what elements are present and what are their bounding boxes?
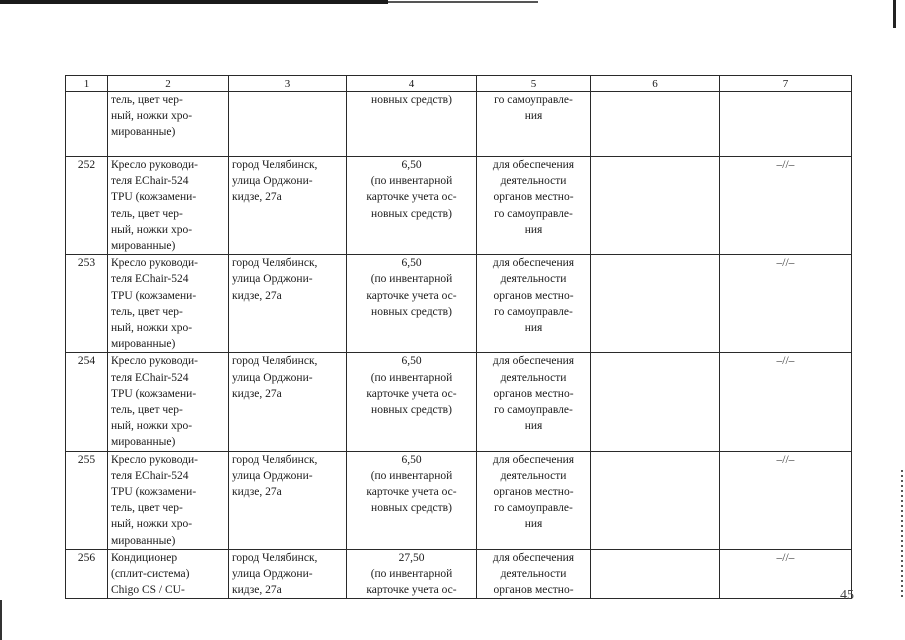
name-cell-line: TPU (кожзамени- (111, 191, 197, 204)
address-cell (229, 549, 347, 599)
name-cell-line: Кресло руководи- (111, 159, 198, 171)
address-cell-line: улица Орджони- (232, 568, 313, 581)
address-cell-line: кидзе, 27а (232, 486, 282, 499)
address-cell-line: кидзе, 27а (232, 387, 282, 400)
name-cell-line: мированные) (111, 338, 176, 351)
purpose-cell-line: деятельности (500, 273, 567, 286)
address-cell-line: город Челябинск, (232, 453, 318, 466)
num-cell: 256 (66, 549, 108, 599)
col6-cell (591, 353, 720, 451)
name-cell-line: мированные) (111, 534, 176, 547)
address-cell (229, 451, 347, 549)
name-cell-line: ный, ножки хро- (111, 322, 193, 335)
table-row (66, 549, 852, 599)
name-cell-line: (сплит-система) (111, 568, 190, 581)
name-cell-line: Кресло руководи- (111, 453, 198, 466)
address-cell-line: кидзе, 27а (232, 191, 282, 204)
cost-cell-line: новных средств) (371, 404, 452, 417)
cost-cell-line: (по инвентарной (370, 469, 453, 482)
cost-cell-line: (по инвентарной (370, 273, 453, 286)
name-cell (108, 549, 229, 599)
continuation-row (66, 92, 852, 157)
name-cell-line: Chigo CS / CU- (111, 584, 185, 597)
cost-cell: новных средств) (347, 92, 477, 157)
name-cell-line: теля EChair-524 (111, 469, 189, 482)
col7-cell (720, 92, 852, 157)
name-cell (108, 451, 229, 549)
col7-cell (720, 353, 852, 451)
cost-cell (347, 451, 477, 549)
header-cell: 2 (108, 76, 229, 92)
col6-cell (591, 451, 720, 549)
cost-cell-line: 6,50 (401, 355, 422, 368)
address-cell-line: улица Орджони- (232, 371, 313, 384)
name-cell (108, 353, 229, 451)
name-cell-line: тель, цвет чер- (111, 404, 183, 417)
purpose-cell-line: для обеспечения (492, 355, 575, 368)
name-cell-line: ный, ножки хро- (111, 518, 193, 531)
col7-cell (720, 157, 852, 255)
purpose-cell-line: го самоуправле- (494, 404, 573, 417)
scan-right-edge-mark (893, 0, 896, 28)
name-cell-line: TPU (кожзамени- (111, 289, 197, 302)
name-cell-line: теля EChair-524 (111, 175, 189, 188)
ditto-mark: –//– (776, 551, 795, 564)
table-row (66, 353, 852, 451)
table-row (66, 157, 852, 255)
address-cell-line: город Челябинск, (232, 257, 318, 270)
scan-top-edge-thin (388, 1, 538, 3)
scan-right-edge-dots (901, 470, 903, 600)
header-cell: 4 (347, 76, 477, 92)
ditto-mark: –//– (776, 159, 795, 171)
page-number: 45 (840, 588, 854, 603)
purpose-cell-line: деятельности (500, 469, 567, 482)
purpose-cell-line: органов местно- (493, 486, 574, 499)
purpose-cell (477, 157, 591, 255)
cost-cell-line: (по инвентарной (370, 175, 453, 188)
purpose-cell (477, 549, 591, 599)
name-cell-line: мированные) (111, 240, 176, 253)
cost-cell-line: карточке учета ос- (366, 387, 457, 400)
name-cell-line: ный, ножки хро- (111, 223, 193, 236)
name-cell-line: TPU (кожзамени- (111, 387, 197, 400)
address-cell (229, 157, 347, 255)
purpose-cell-line: для обеспечения (492, 257, 575, 270)
purpose-cell-line: ния (524, 420, 543, 433)
num-cell: 255 (66, 451, 108, 549)
col6-cell (591, 255, 720, 353)
scan-left-edge-mark (0, 600, 2, 640)
name-cell-line: мированные) (111, 436, 176, 449)
scan-top-edge (0, 0, 388, 4)
cost-cell-line: 27,50 (398, 551, 425, 564)
col7-cell (720, 451, 852, 549)
purpose-cell-line: органов местно- (493, 387, 574, 400)
num-cell (66, 92, 108, 157)
address-cell-line: улица Орджони- (232, 175, 313, 188)
col6-cell (591, 549, 720, 599)
address-cell-line: город Челябинск, (232, 355, 318, 368)
cost-cell (347, 255, 477, 353)
purpose-cell (477, 451, 591, 549)
purpose-cell-line: го самоуправле- (494, 207, 573, 220)
purpose-cell-line: органов местно- (493, 191, 574, 204)
purpose-cell-line: ния (524, 223, 543, 236)
address-cell-line: улица Орджони- (232, 469, 313, 482)
purpose-cell-line: го самоуправле- (494, 305, 573, 318)
address-cell (229, 255, 347, 353)
ditto-mark: –//– (776, 257, 795, 270)
purpose-cell (477, 255, 591, 353)
name-cell-line: тель, цвет чер- (111, 207, 183, 220)
purpose-cell-line: ния (524, 518, 543, 531)
header-cell: 6 (591, 76, 720, 92)
name-cell-line: теля EChair-524 (111, 371, 189, 384)
table-row (66, 255, 852, 353)
name-cell-line: тель, цвет чер- (111, 502, 183, 515)
purpose-cell-line: го самоуправле- (494, 502, 573, 515)
name-cell-line: TPU (кожзамени- (111, 486, 197, 499)
purpose-cell-line: ния (524, 322, 543, 335)
name-cell-line: теля EChair-524 (111, 273, 189, 286)
purpose-cell-line: деятельности (500, 371, 567, 384)
header-cell: 3 (229, 76, 347, 92)
purpose-cell: го самоуправле- ния (477, 92, 591, 157)
cost-cell-line: карточке учета ос- (366, 486, 457, 499)
purpose-cell-line: деятельности (500, 568, 567, 581)
name-cell-line: Кресло руководи- (111, 355, 198, 368)
name-cell (108, 255, 229, 353)
cost-cell-line: (по инвентарной (370, 371, 453, 384)
cost-cell (347, 353, 477, 451)
num-cell: 254 (66, 353, 108, 451)
purpose-cell-line: для обеспечения (492, 551, 575, 564)
name-cell-line: тель, цвет чер- (111, 305, 183, 318)
cost-cell-line: карточке учета ос- (366, 584, 457, 597)
name-cell-line: Кресло руководи- (111, 257, 198, 270)
cost-cell-line: новных средств) (371, 502, 452, 515)
cost-cell-line: карточке учета ос- (366, 289, 457, 302)
cost-cell-line: карточке учета ос- (366, 191, 457, 204)
ditto-mark: –//– (776, 355, 795, 368)
num-cell: 253 (66, 255, 108, 353)
name-cell-line: Кондиционер (111, 551, 178, 564)
cost-cell-line: (по инвентарной (370, 568, 453, 581)
address-cell (229, 353, 347, 451)
purpose-cell-line: органов местно- (493, 584, 574, 597)
header-cell: 7 (720, 76, 852, 92)
name-cell (108, 157, 229, 255)
purpose-cell-line: для обеспечения (492, 453, 575, 466)
purpose-cell-line: органов местно- (493, 289, 574, 302)
address-cell-line: город Челябинск, (232, 551, 318, 564)
num-cell: 252 (66, 157, 108, 255)
address-cell (229, 92, 347, 157)
cost-cell-line: 6,50 (401, 159, 422, 171)
header-cell: 5 (477, 76, 591, 92)
column-number-row (66, 76, 852, 92)
address-cell-line: город Челябинск, (232, 159, 318, 171)
cost-cell (347, 157, 477, 255)
address-cell-line: кидзе, 27а (232, 584, 282, 597)
address-cell-line: улица Орджони- (232, 273, 313, 286)
cost-cell-line: новных средств) (371, 207, 452, 220)
name-cell-line: ный, ножки хро- (111, 420, 193, 433)
table-row (66, 451, 852, 549)
name-cell: тель, цвет чер- ный, ножки хро- мированные) (108, 92, 229, 157)
col7-cell (720, 549, 852, 599)
property-table (65, 75, 852, 599)
col6-cell (591, 92, 720, 157)
purpose-cell-line: деятельности (500, 175, 567, 188)
ditto-mark: –//– (776, 453, 795, 466)
purpose-cell-line: для обеспечения (492, 159, 575, 171)
cost-cell-line: 6,50 (401, 257, 422, 270)
header-cell: 1 (66, 76, 108, 92)
col6-cell (591, 157, 720, 255)
purpose-cell (477, 353, 591, 451)
address-cell-line: кидзе, 27а (232, 289, 282, 302)
cost-cell-line: новных средств) (371, 305, 452, 318)
cost-cell-line: 6,50 (401, 453, 422, 466)
col7-cell (720, 255, 852, 353)
cost-cell (347, 549, 477, 599)
